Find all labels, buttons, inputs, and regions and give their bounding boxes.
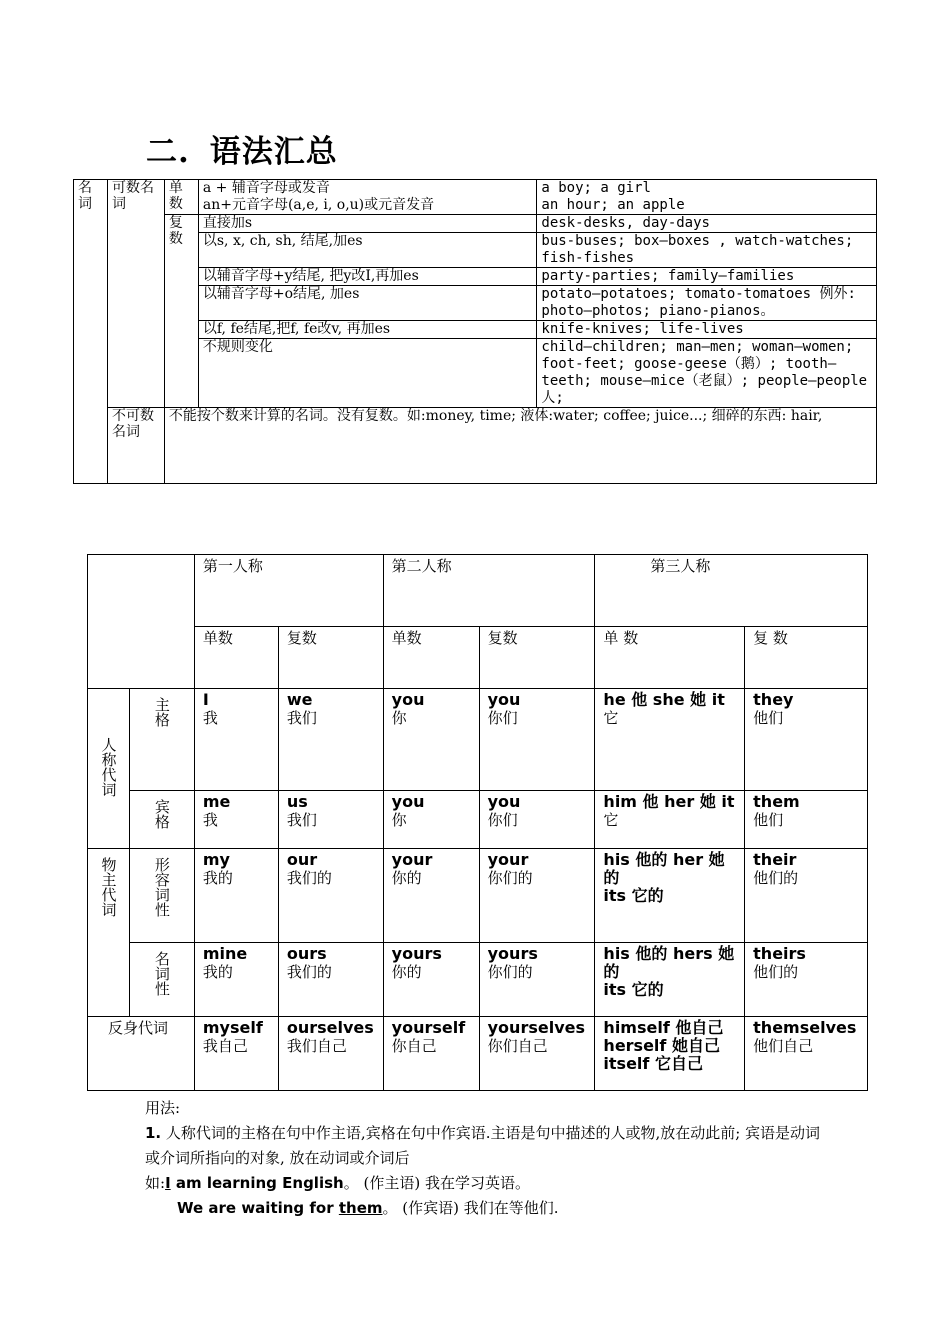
header-third-person: 第三人称 [595, 555, 868, 627]
header-plural: 复 数 [745, 627, 868, 689]
pronoun-cell: yourselves 你们自己 [479, 1017, 595, 1091]
pronoun-cell: their 他们的 [745, 849, 868, 943]
section-title [146, 126, 338, 171]
usage-heading: 用法: [145, 1099, 181, 1117]
pronoun-cell: yours 你们的 [479, 943, 595, 1017]
pronoun-cell: you 你们 [479, 791, 595, 849]
pronoun-cell: myself 我自己 [194, 1017, 278, 1091]
pronoun-cell: him 他 her 她 it 它 [595, 791, 745, 849]
pronoun-cell: mine 我的 [194, 943, 278, 1017]
plural-rule: 以f, fe结尾,把f, fe改v, 再加es [198, 321, 537, 339]
countable-label: 可数名词 [107, 180, 164, 408]
row-label-adjectival: 形容词性 [129, 849, 194, 943]
plural-example: knife-knives; life-lives [537, 321, 877, 339]
plural-label: 复数 [164, 215, 198, 408]
pronoun-cell: me 我 [194, 791, 278, 849]
uncountable-definition: 不能按个数来计算的名词。没有复数。如:money, time; 液体:water; coffee; juice...; 细碎的东西: hair, [164, 408, 876, 484]
pronoun-cell: himself 他自己 herself 她自己 itself 它自己 [595, 1017, 745, 1091]
pronoun-cell: themselves 他们自己 [745, 1017, 868, 1091]
noun-rules-table [73, 179, 877, 484]
plural-example: party-parties; family—families [537, 268, 877, 286]
usage-notes [145, 1096, 825, 1221]
plural-example: child—children; man—men; woman—women; foot-feet; goose-geese（鹅）; tooth—teeth; mouse—mice（老鼠）; people—people人; [537, 339, 877, 408]
pronoun-cell: his 他的 her 她的 its 它的 [595, 849, 745, 943]
group-possessive-pronoun: 物主代词 [88, 849, 130, 1017]
row-label-reflexive: 反身代词 [88, 1017, 195, 1091]
corner-cell [88, 555, 195, 689]
singular-example: a boy; a girl an hour; an apple [537, 180, 877, 215]
row-label-subject: 主格 [129, 689, 194, 791]
pronoun-cell: your 你的 [383, 849, 479, 943]
header-plural: 复数 [278, 627, 383, 689]
header-singular: 单数 [383, 627, 479, 689]
row-label-nominal: 名词性 [129, 943, 194, 1017]
pronoun-cell: we 我们 [278, 689, 383, 791]
pronoun-cell: you 你们 [479, 689, 595, 791]
header-singular: 单数 [194, 627, 278, 689]
pronoun-cell: you 你 [383, 791, 479, 849]
pronoun-cell: theirs 他们的 [745, 943, 868, 1017]
pronoun-cell: ours 我们的 [278, 943, 383, 1017]
usage-example-1: 如:I am learning English。 (作主语) 我在学习英语。 [145, 1174, 530, 1192]
noun-label: 名词 [74, 180, 108, 484]
pronoun-cell: yours 你的 [383, 943, 479, 1017]
uncountable-label: 不可数名词 [107, 408, 164, 484]
pronoun-cell: he 他 she 她 it 它 [595, 689, 745, 791]
pronoun-table [87, 554, 868, 1091]
usage-point-1: 1. 人称代词的主格在句中作主语,宾格在句中作宾语.主语是句中描述的人或物,放在动此前; 宾语是动词或介词所指向的对象, 放在动词或介词后 [145, 1124, 821, 1167]
header-plural: 复数 [479, 627, 595, 689]
header-first-person: 第一人称 [194, 555, 383, 627]
pronoun-cell: your 你们的 [479, 849, 595, 943]
pronoun-cell: I 我 [194, 689, 278, 791]
header-singular: 单 数 [595, 627, 745, 689]
section-heading: 语法汇总 [209, 134, 338, 170]
pronoun-cell: his 他的 hers 她的 its 它的 [595, 943, 745, 1017]
plural-rule: 以s, x, ch, sh, 结尾,加es [198, 233, 537, 268]
pronoun-cell: they 他们 [745, 689, 868, 791]
pronoun-cell: them 他们 [745, 791, 868, 849]
section-number: 二. [146, 134, 190, 170]
plural-example: desk-desks, day-days [537, 215, 877, 233]
usage-example-2: We are waiting for them。 (作宾语) 我们在等他们. [177, 1199, 559, 1217]
plural-rule: 直接加s [198, 215, 537, 233]
header-second-person: 第二人称 [383, 555, 595, 627]
pronoun-cell: our 我们的 [278, 849, 383, 943]
pronoun-cell: my 我的 [194, 849, 278, 943]
row-label-object: 宾格 [129, 791, 194, 849]
group-personal-pronoun: 人称代词 [88, 689, 130, 849]
plural-rule: 以辅音字母+y结尾, 把y改I,再加es [198, 268, 537, 286]
pronoun-cell: us 我们 [278, 791, 383, 849]
plural-rule: 不规则变化 [198, 339, 537, 408]
pronoun-cell: you 你 [383, 689, 479, 791]
pronoun-cell: yourself 你自己 [383, 1017, 479, 1091]
plural-example: bus-buses; box—boxes , watch-watches; fish-fishes [537, 233, 877, 268]
singular-rule: a + 辅音字母或发音 an+元音字母(a,e, i, o,u)或元音发音 [198, 180, 537, 215]
plural-rule: 以辅音字母+o结尾, 加es [198, 286, 537, 321]
pronoun-cell: ourselves 我们自己 [278, 1017, 383, 1091]
plural-example: potato—potatoes; tomato-tomatoes 例外: photo—photos; piano-pianos。 [537, 286, 877, 321]
singular-label: 单数 [164, 180, 198, 215]
